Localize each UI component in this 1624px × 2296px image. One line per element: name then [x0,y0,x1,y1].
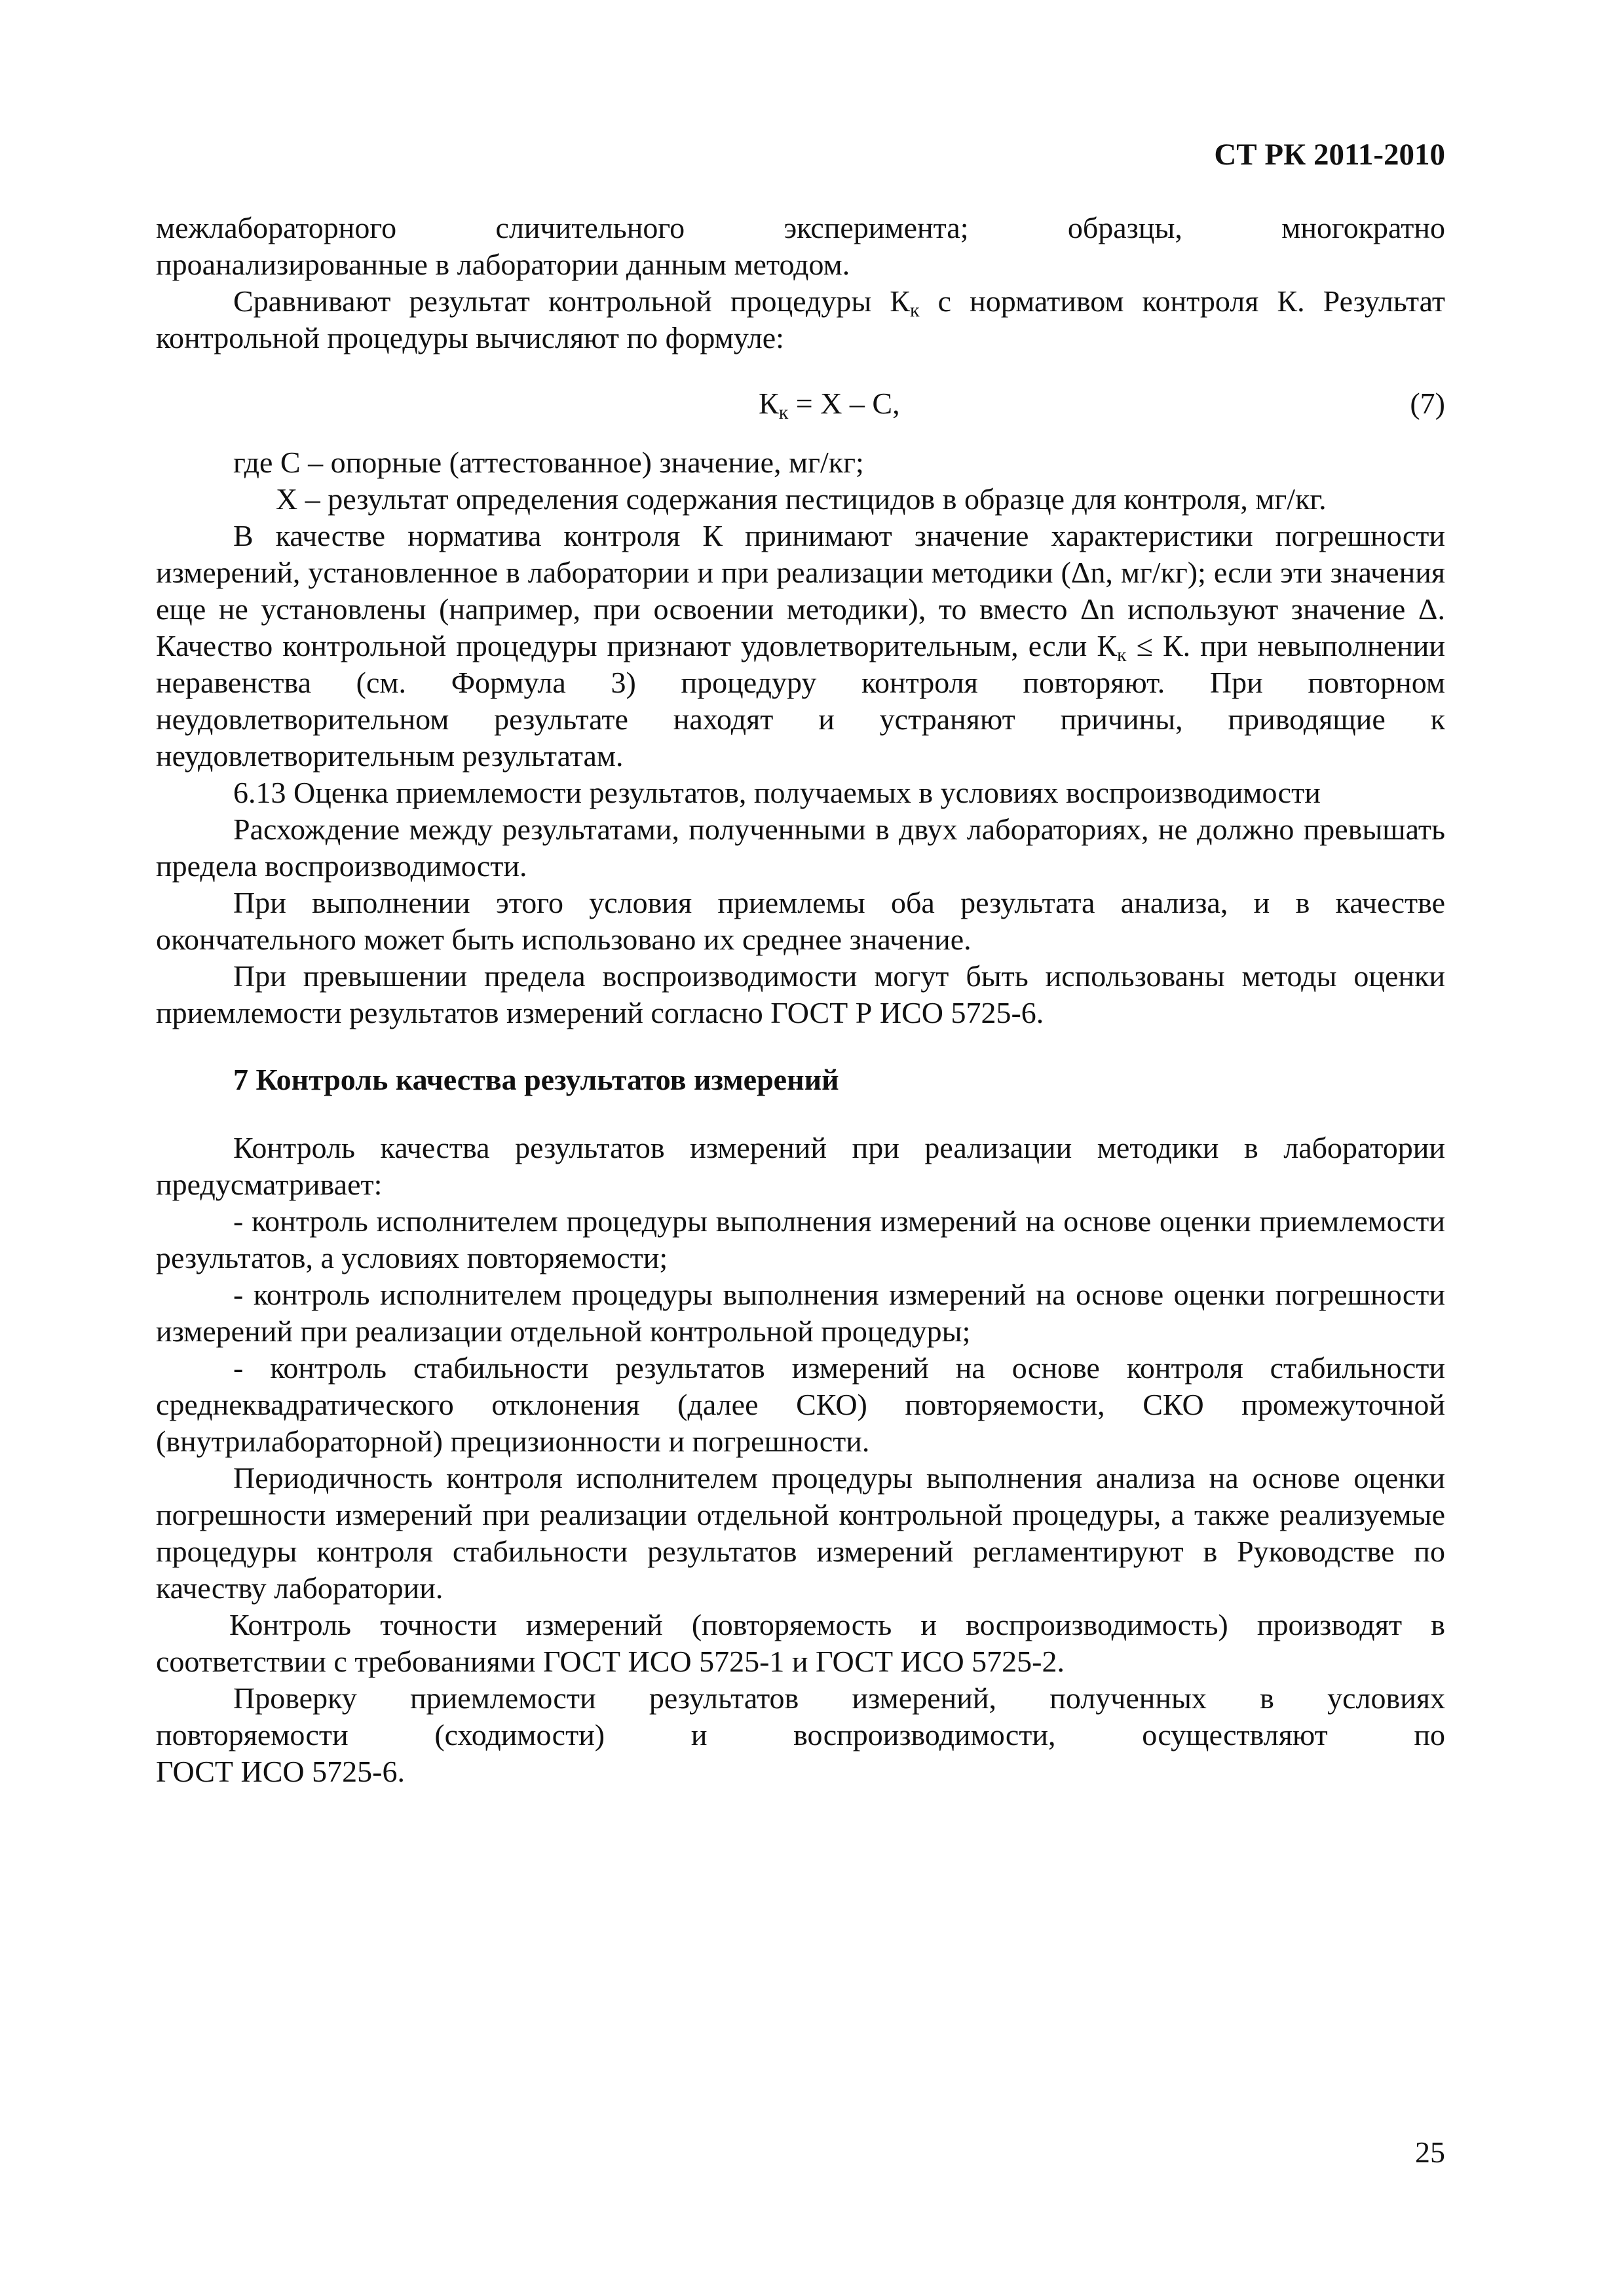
p11-line3: ГОСТ ИСО 5725-6. [156,1755,405,1788]
p2-text-b: с нормативом контроля К. Результат контрольной процедуры вычисляют по формуле: [156,284,1445,354]
where-x-definition: Х – результат определения содержания пестицидов в образце для контроля, мг/кг. [276,482,1327,516]
p11-word: воспроизводимости, [793,1718,1056,1751]
paragraph-discrepancy: Расхождение между результатами, полученными в двух лабораториях, не должно превышать предела воспроизводимости. [156,813,1445,883]
section-7-heading: 7 Контроль качества результатов измерений [233,1063,839,1096]
p11-word: повторяемости [156,1718,349,1751]
bullet-item: - контроль стабильности результатов измерений на основе контроля стабильности среднеквадратического отклонения (далее СКО) повторяемости, СКО промежуточной (внутрилабораторной) прецизионности и погрешности. [156,1351,1445,1458]
paragraph-quality-control: Контроль качества результатов измерений при реализации методики в лаборатории предусматривает: [156,1131,1445,1201]
p1-line1 [156,210,1445,246]
where-c-definition: где С – опорные (аттестованное) значение, мг/кг; [233,446,864,479]
p3-text-a: В качестве норматива контроля К принимают значение характеристики погрешности измерений, установленное в лаборатории и при реализации методики (Δn, мг/кг); если эти значения еще не установлены (например, при освоении методики), то вместо Δn используют значение Δ. Качество контрольной процедуры признают удовлетворительным, если К [156,519,1445,662]
p2-subscript: к [910,299,920,321]
p1-word: сличительного [495,211,685,244]
p2-text-a: Сравнивают результат контрольной процедуры К [233,284,910,318]
subsection-6-13-title: 6.13 Оценка приемлемости результатов, получаемых в условиях воспроизводимости [233,776,1321,809]
formula-number: (7) [1410,387,1445,420]
p3-text-b: ≤ К. при невыполнении неравенства (см. Формула 3) процедуру контроля повторяют. При повторном неудовлетворительном результате находят и устраняют причины, приводящие к неудовлетворительным результатам. [156,629,1445,773]
formula-7 [759,385,900,422]
bullet-item: - контроль исполнителем процедуры выполнения измерений на основе оценки приемлемости результатов, а условиях повторяемости; [156,1204,1445,1274]
p1-line2: проанализированные в лаборатории данным методом. [156,248,850,281]
page-number: 25 [1415,2135,1445,2169]
paragraph-compare-result [156,283,1445,356]
p1-word: образцы, [1067,211,1182,244]
p3-subscript: к [1117,644,1127,666]
formula-lhs-subscript: к [778,402,789,423]
bullet-item: - контроль исполнителем процедуры выполнения измерений на основе оценки погрешности измерений при реализации отдельной контрольной процедуры; [156,1278,1445,1348]
document-code-header: СТ РК 2011-2010 [1214,138,1445,172]
p11-word: (сходимости) [434,1718,605,1751]
paragraph-periodicity: Периодичность контроля исполнителем процедуры выполнения анализа на основе оценки погрешности измерений при реализации отдельной контрольной процедуры, а также реализуемые процедуры контроля стабильности результатов измерений регламентируют в Руководстве по качеству лаборатории. [156,1461,1445,1605]
p11-word: осуществляют [1142,1718,1328,1751]
p1-word: межлабораторного [156,211,397,244]
paragraph-precision-control: Контроль точности измерений (повторяемость и воспроизводимость) производят в соответствии с требованиями ГОСТ ИСО 5725-1 и ГОСТ ИСО 5725-2. [156,1608,1445,1678]
p11-word: по [1414,1718,1446,1751]
formula-row [156,385,1445,422]
page-body [156,210,1445,1790]
p11-line2 [156,1717,1445,1753]
paragraph-control-norm [156,518,1445,775]
p11-word: и [690,1718,708,1751]
formula-rhs: = Х – С, [788,387,900,420]
p1-word: эксперимента; [784,211,969,244]
formula-lhs: К [759,387,779,420]
p1-word: многократно [1281,211,1445,244]
p11-line1: Проверку приемлемости результатов измерений, полученных в условиях [233,1681,1445,1715]
paragraph-exceeding-limit: При превышении предела воспроизводимости могут быть использованы методы оценки приемлемости результатов измерений согласно ГОСТ Р ИСО 5725-6. [156,959,1445,1029]
paragraph-acceptable-results: При выполнении этого условия приемлемы оба результата анализа, и в качестве окончательного может быть использовано их среднее значение. [156,886,1445,956]
